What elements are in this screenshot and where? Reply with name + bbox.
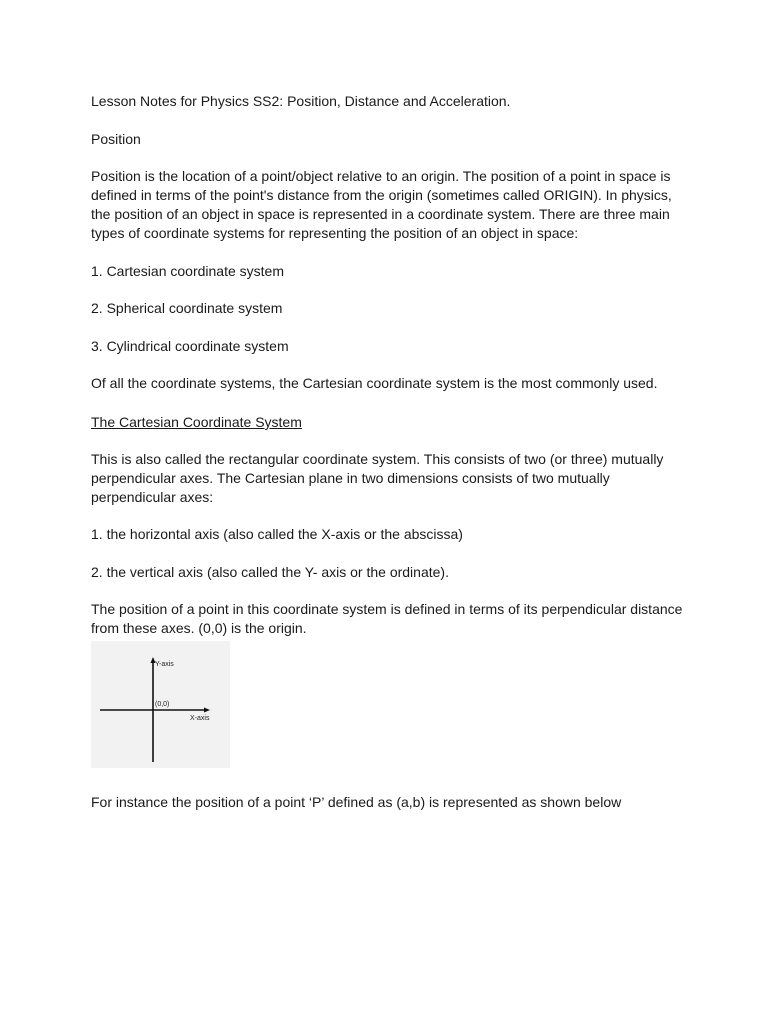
section-heading-cartesian: The Cartesian Coordinate System (91, 414, 302, 430)
y-axis-label: Y-axis (155, 661, 174, 668)
paragraph-instance: For instance the position of a point ‘P’ defined as (a,b) is represented as shown below (91, 794, 622, 810)
paragraph-most-common: Of all the coordinate systems, the Cartesian coordinate system is the most commonly used. (91, 375, 658, 391)
paragraph-point-position: The position of a point in this coordinate system is defined in terms of its perpendicular distance from these axes. (0,0) is the origin. (91, 601, 683, 636)
list-item-cartesian: 1. Cartesian coordinate system (91, 263, 284, 279)
document-title: Lesson Notes for Physics SS2: Position, Distance and Acceleration. (91, 93, 511, 109)
section-heading-position: Position (91, 131, 141, 147)
cartesian-axes-figure (91, 641, 230, 768)
paragraph-position: Position is the location of a point/object relative to an origin. The position of a point in space is defined in terms of the point's distance from the origin (sometimes called ORIGIN). In physics, the position of an object in space is represented in a coordinate system. There are three main types of coordinate systems for representing the position of an object in space: (91, 168, 672, 241)
x-axis-arrow (204, 708, 210, 713)
list-item-cylindrical: 3. Cylindrical coordinate system (91, 338, 289, 354)
paragraph-cartesian: This is also called the rectangular coordinate system. This consists of two (or three) mutually perpendicular axes. The Cartesian plane in two dimensions consists of two mutually perpendicular axes: (91, 451, 664, 505)
list-item-spherical: 2. Spherical coordinate system (91, 300, 283, 316)
x-axis-label: X-axis (190, 715, 210, 722)
list-item-horizontal-axis: 1. the horizontal axis (also called the X-axis or the abscissa) (91, 526, 463, 542)
origin-label: (0,0) (155, 701, 170, 708)
list-item-vertical-axis: 2. the vertical axis (also called the Y- axis or the ordinate). (91, 564, 449, 580)
